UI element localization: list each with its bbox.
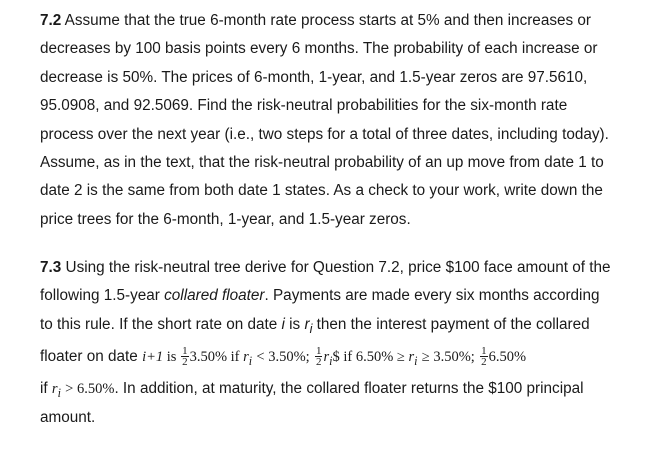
q72-line-1 <box>40 7 665 35</box>
formula-r2: $r_i$ <box>323 349 333 369</box>
formula-cond3: > 6.50% <box>65 381 115 398</box>
q72-line-2: decreases by 100 basis points every 6 months. The probability of each increase or <box>40 40 598 58</box>
q73-line-3 <box>40 311 665 339</box>
q73-text-3b: is <box>284 315 305 333</box>
q72-line-3: decrease is 50%. The prices of 6-month, 1-year, and 1.5-year zeros are 97.5610, <box>40 68 588 86</box>
var-i: i <box>281 315 285 333</box>
q73-text-5b: . In addition, at maturity, the collared floater returns the $100 principal <box>114 380 584 398</box>
q73-text-3c: then the interest payment of the collared <box>312 315 590 333</box>
formula-cond1: < 3.50%; <box>256 349 310 366</box>
formula-cond2-lhs: 6.50% ≥ <box>355 349 409 366</box>
q72-line-5: process over the next year (i.e., two steps for a total of three dates, including today). <box>40 125 609 143</box>
q72-text-1: Assume that the true 6-month rate process starts at 5% and then increases or <box>61 12 591 29</box>
q73-number: 7.3 <box>40 259 62 276</box>
q72-line-8: price trees for the 6-month, 1-year, and 1.5-year zeros. <box>40 210 411 228</box>
q73-text-3a: to this rule. If the short rate on date <box>40 315 282 333</box>
q73-formula-line <box>40 339 665 375</box>
question-7-2 <box>40 7 665 234</box>
q72-line-7: date 2 is the same from both date 1 states. As a check to your work, write down the <box>40 182 603 200</box>
q73-text-2a: following 1.5-year <box>40 287 165 305</box>
formula-term2-tail: $ <box>332 349 344 366</box>
collared-floater-term: collared floater <box>164 287 265 305</box>
q73-text-2b: . Payments are made every six months according <box>264 287 600 305</box>
formula-r1: $r_i$ <box>243 349 253 369</box>
var-r-subscript: i <box>309 320 313 336</box>
formula-r3: $r_i$ <box>408 349 418 369</box>
fraction-half-1: $\frac{1}{2}$ <box>182 344 188 368</box>
q73-line-5 <box>40 375 665 403</box>
q72-line-6: Assume, as in the text, that the risk-neutral probability of an up move from date 1 to <box>40 153 604 171</box>
q73-line-1 <box>40 254 665 282</box>
formula-is: is <box>163 349 181 366</box>
q72-number: 7.2 <box>40 12 62 29</box>
q73-text-1: Using the risk-neutral tree derive for Question 7.2, price $100 face amount of the <box>61 259 611 276</box>
formula-r4: $r_i$ <box>51 381 61 401</box>
formula-term3-rate: 6.50% <box>488 349 527 366</box>
formula-lead: floater on date <box>40 348 143 366</box>
q73-text-5a: if <box>40 380 52 398</box>
var-r: r <box>304 315 310 333</box>
formula-cond2-rhs: ≥ 3.50%; <box>421 349 475 366</box>
q73-line-2 <box>40 282 665 310</box>
fraction-half-3: $\frac{1}{2}$ <box>481 344 487 368</box>
question-7-3 <box>40 254 665 432</box>
formula-if-1: if <box>227 349 244 366</box>
formula-date-expr: i+1 <box>142 349 164 366</box>
q73-line-6: amount. <box>40 408 96 426</box>
q72-line-4: 95.0908, and 92.5069. Find the risk-neutral probabilities for the six-month rate <box>40 97 568 115</box>
formula-term1-rate: 3.50% <box>189 349 228 366</box>
fraction-half-2: $\frac{1}{2}$ <box>315 344 322 368</box>
formula-if-2: if <box>343 349 356 366</box>
